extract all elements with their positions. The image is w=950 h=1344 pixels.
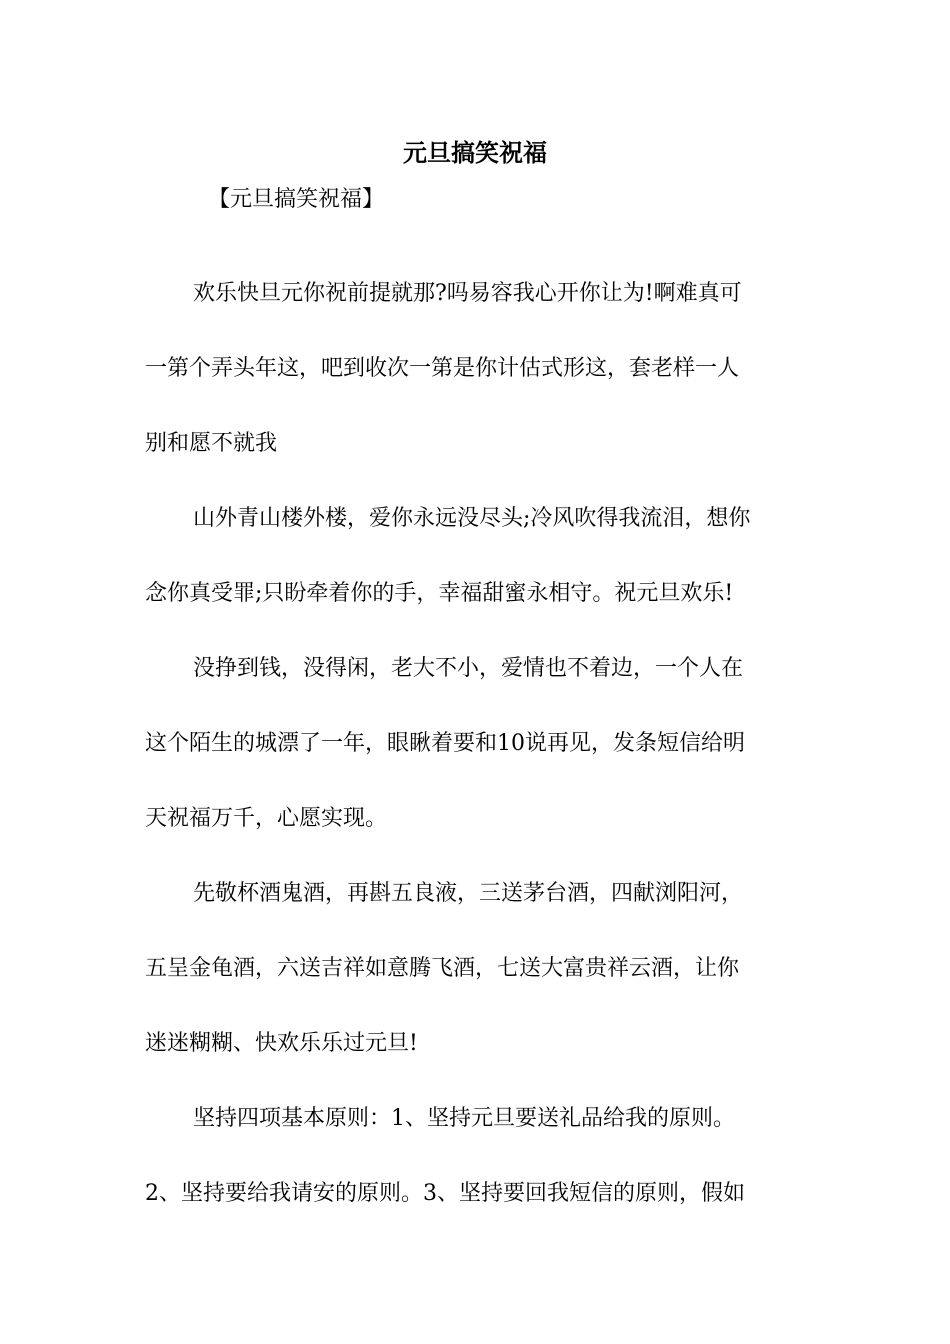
paragraph-line: 五呈金龟酒，六送吉祥如意腾飞酒，七送大富贵祥云酒，让你 bbox=[145, 956, 740, 981]
paragraph-line: 欢乐快旦元你祝前提就那?吗易容我心开你让为!啊难真可 bbox=[193, 281, 742, 306]
paragraph-line: 先敬杯酒鬼酒，再斟五良液，三送茅台酒，四献浏阳河， bbox=[193, 881, 744, 906]
document-body bbox=[145, 256, 810, 1231]
paragraph-line: 一第个弄头年这，吧到收次一第是你计估式形这，套老样一人 bbox=[145, 356, 740, 381]
paragraph-line: 天祝福万千，心愿实现。 bbox=[145, 806, 388, 831]
paragraph-2 bbox=[145, 481, 810, 631]
document-title: 元旦搞笑祝福 bbox=[403, 138, 547, 167]
paragraph-line: 2、坚持要给我请安的原则。3、坚持要回我短信的原则，假如 bbox=[145, 1181, 745, 1206]
paragraph-line: 没挣到钱，没得闲，老大不小，爱情也不着边，一个人在 bbox=[193, 656, 744, 681]
paragraph-4 bbox=[145, 856, 810, 1081]
paragraph-line: 坚持四项基本原则：1、坚持元旦要送礼品给我的原则。 bbox=[193, 1106, 735, 1131]
paragraph-line: 这个陌生的城漂了一年，眼瞅着要和10说再见，发条短信给明 bbox=[145, 731, 745, 756]
paragraph-3 bbox=[145, 631, 810, 856]
paragraph-line: 迷迷糊糊、快欢乐乐过元旦! bbox=[145, 1031, 418, 1056]
paragraph-line: 念你真受罪;只盼牵着你的手，幸福甜蜜永相守。祝元旦欢乐! bbox=[145, 581, 734, 606]
document-subtitle: 【元旦搞笑祝福】 bbox=[208, 187, 385, 212]
paragraph-5 bbox=[145, 1081, 810, 1231]
paragraph-1 bbox=[145, 256, 810, 481]
paragraph-line: 别和愿不就我 bbox=[145, 431, 278, 456]
paragraph-line: 山外青山楼外楼，爱你永远没尽头;冷风吹得我流泪，想你 bbox=[193, 506, 751, 531]
